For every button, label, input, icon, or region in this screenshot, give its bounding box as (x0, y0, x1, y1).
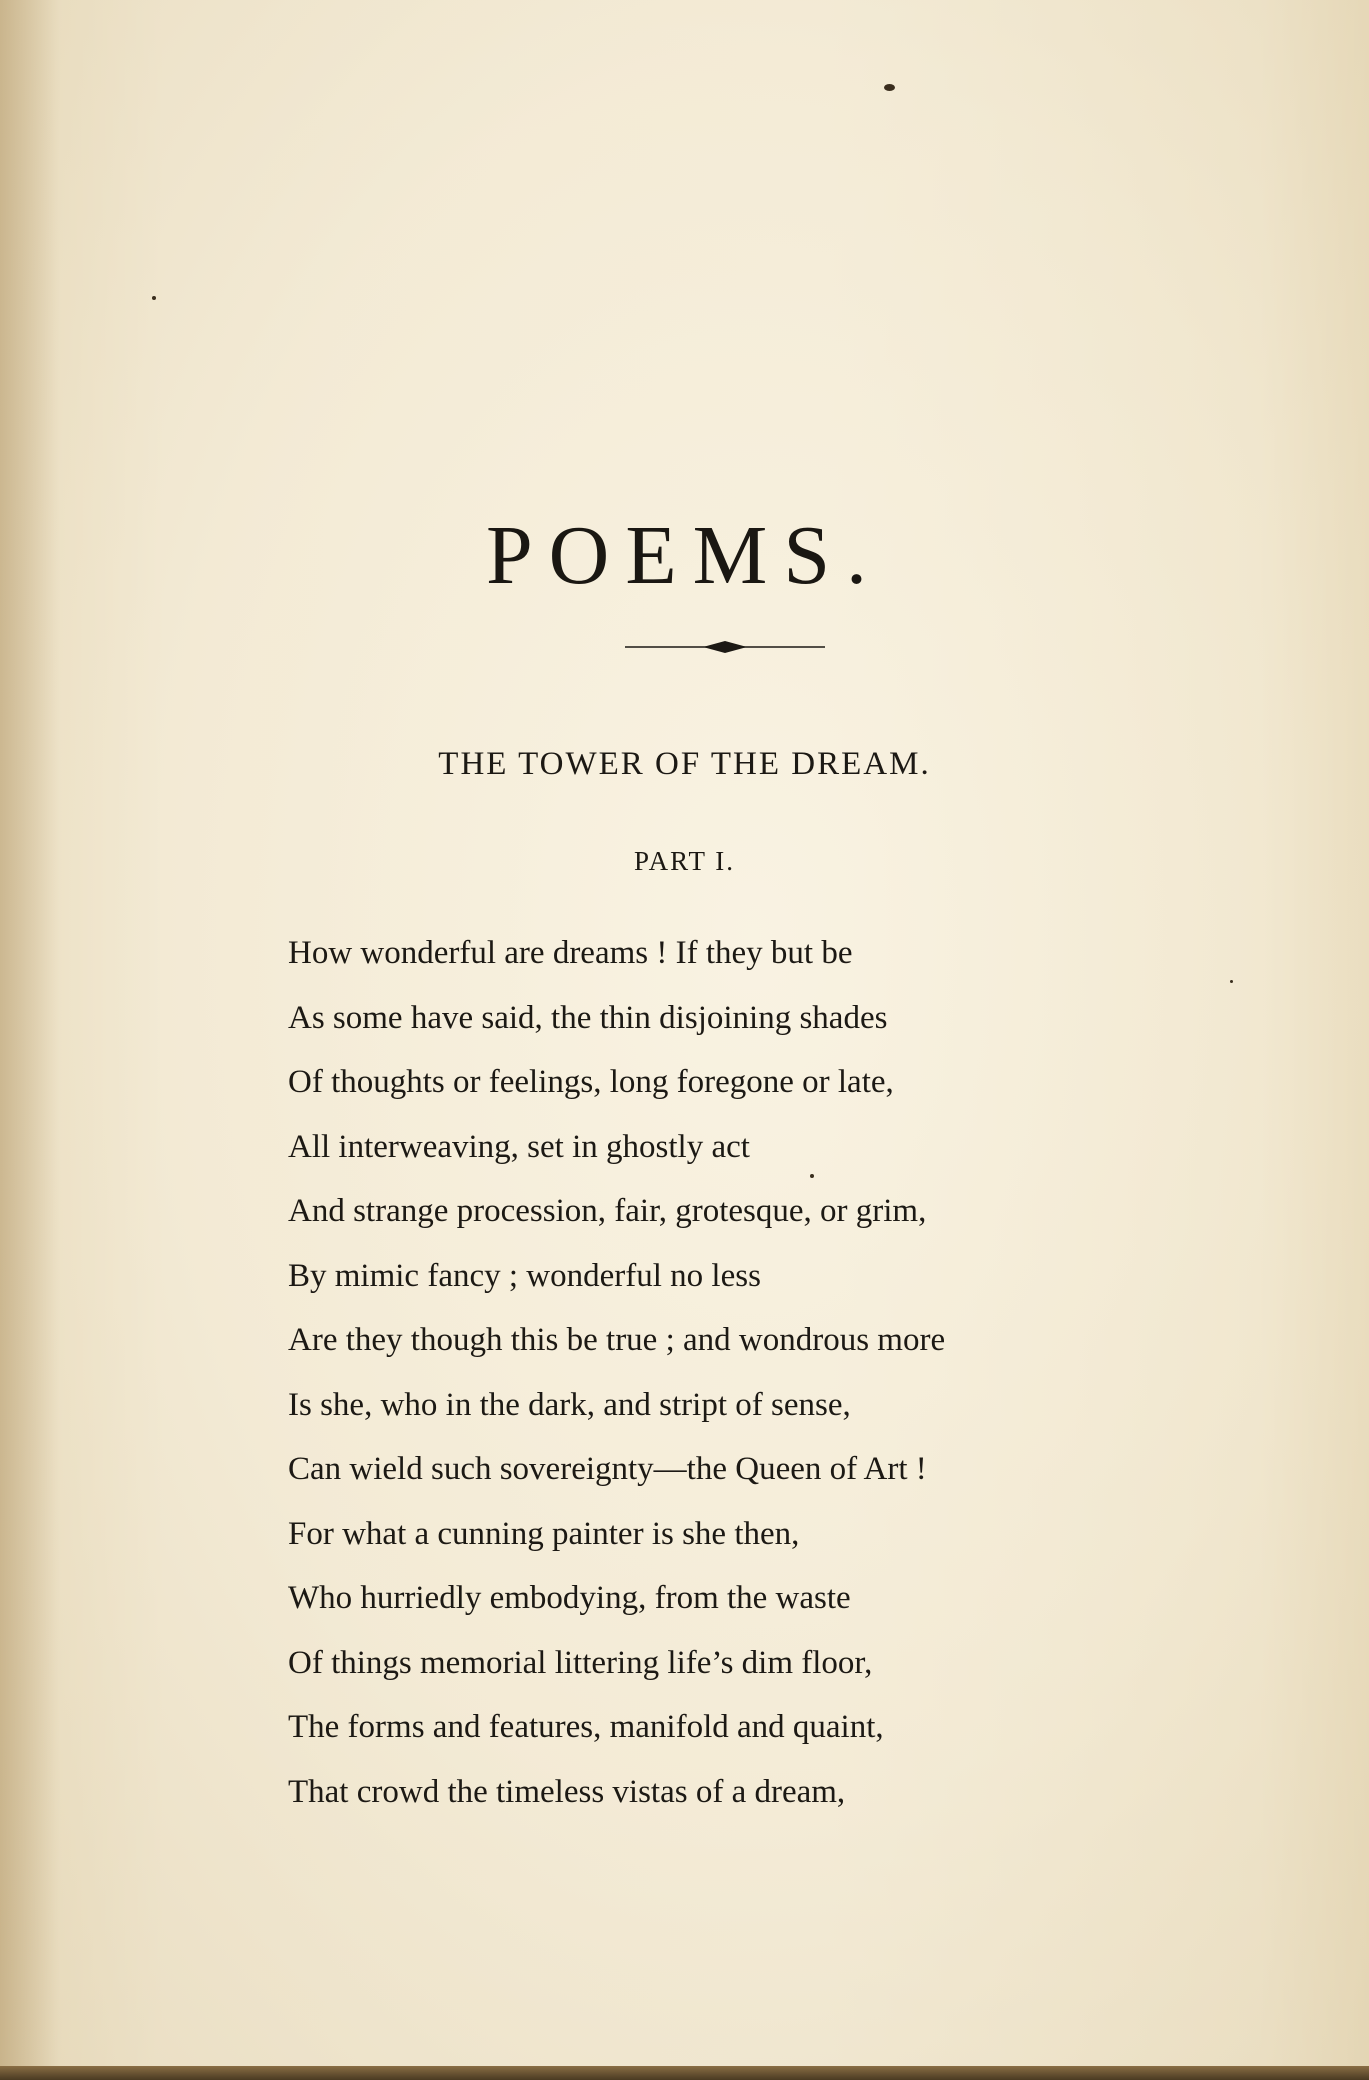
poem-line: Who hurriedly embodying, from the waste (288, 1580, 851, 1616)
poem-line: All interweaving, set in ghostly act (288, 1128, 750, 1165)
poem-line: Can wield such sovereignty—the Queen of Art ! (288, 1451, 927, 1487)
poem-line: By mimic fancy ; wonderful no less (288, 1257, 761, 1294)
poem-line: How wonderful are dreams ! If they but be (288, 935, 853, 971)
poem-line: And strange procession, fair, grotesque, or grim, (288, 1193, 927, 1229)
part-heading: PART I. (634, 846, 735, 876)
ink-speck (152, 296, 156, 300)
gutter-shadow (0, 0, 60, 2080)
poem-line: Of thoughts or feelings, long foregone or late, (288, 1064, 894, 1100)
poem-line: The forms and features, manifold and quaint, (288, 1709, 884, 1745)
poem-line: Is she, who in the dark, and stript of sense, (288, 1386, 851, 1423)
ink-speck (884, 84, 895, 91)
ink-speck (1230, 980, 1233, 983)
diamond-rule-ornament-icon (625, 638, 825, 656)
poem-line: As some have said, the thin disjoining shades (288, 999, 888, 1036)
poem-line: That crowd the timeless vistas of a dream, (288, 1773, 846, 1810)
poem-line: Are they though this be true ; and wondrous more (288, 1322, 946, 1358)
page-title: POEMS. (485, 509, 884, 603)
poem-line: For what a cunning painter is she then, (288, 1515, 800, 1552)
poem-line: Of things memorial littering life’s dim floor, (288, 1644, 873, 1681)
poem-title: THE TOWER OF THE DREAM. (438, 746, 931, 782)
page-bottom-edge (0, 2066, 1369, 2080)
poem-text (288, 933, 1188, 1836)
